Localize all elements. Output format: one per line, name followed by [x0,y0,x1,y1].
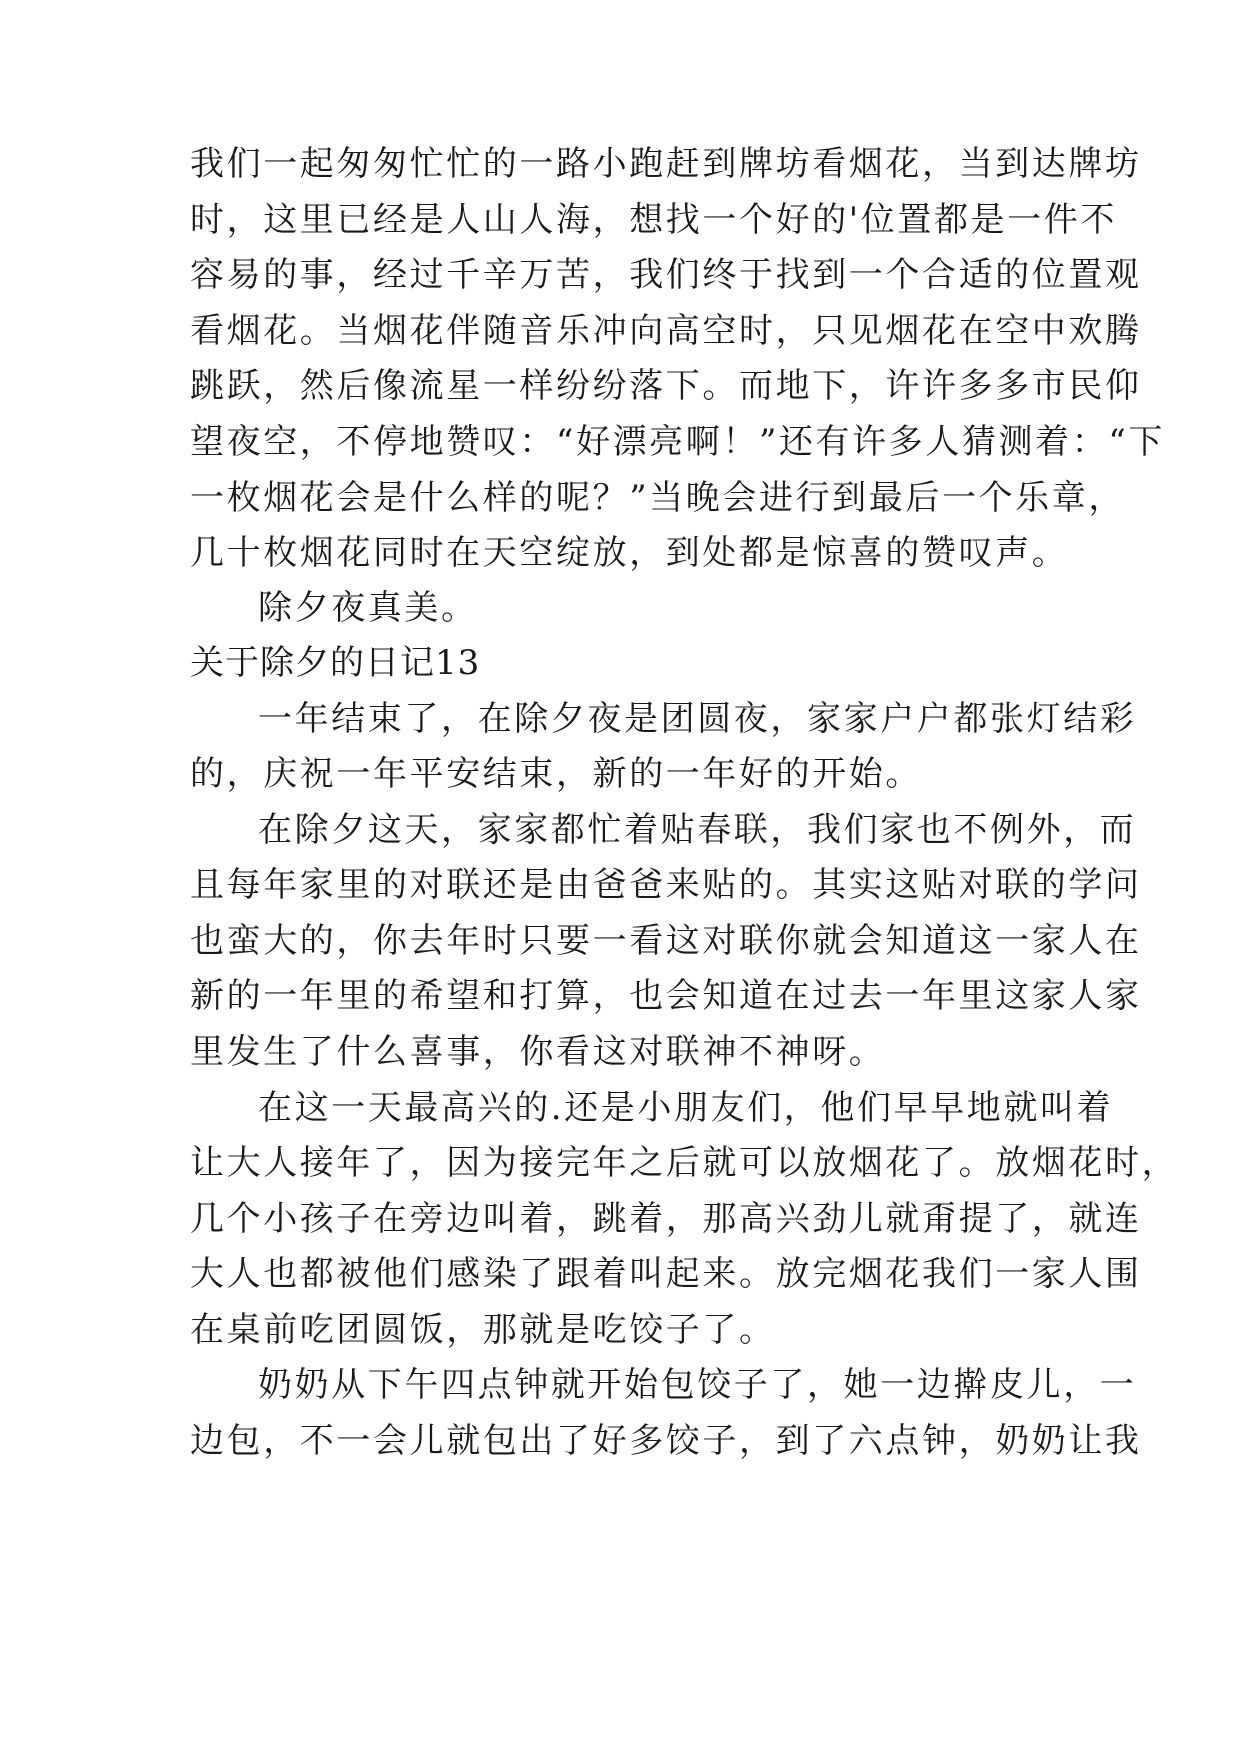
text-line: 我们一起匆匆忙忙的一路小跑赶到牌坊看烟花，当到达牌坊 [190,144,1142,184]
text-line: 容易的事，经过千辛万苦，我们终于找到一个合适的位置观 [190,255,1142,295]
text-line: 里发生了什么喜事，你看这对联神不神呀。 [190,1032,886,1072]
text-line: 且每年家里的对联还是由爸爸来贴的。其实这贴对联的学问 [190,865,1142,905]
paragraph-start: 一年结束了，在除夕夜是团圆夜，家家户户都张灯结彩 [258,699,1137,739]
text-line: 边包，不一会儿就包出了好多饺子，到了六点钟，奶奶让我 [190,1421,1142,1461]
paragraph-start: 奶奶从下午四点钟就开始包饺子了，她一边擀皮儿，一 [258,1365,1137,1405]
text-line: 几个小孩子在旁边叫着，跳着，那高兴劲儿就甭提了，就连 [190,1199,1142,1239]
paragraph-start: 除夕夜真美。 [258,588,478,628]
text-line: 望夜空，不停地赞叹：“好漂亮啊！”还有许多人猜测着：“下 [190,422,1165,462]
text-line: 大人也都被他们感染了跟着叫起来。放完烟花我们一家人围 [190,1254,1142,1294]
paragraph-start: 在除夕这天，家家都忙着贴春联，我们家也不例外，而 [258,810,1137,850]
text-line: 也蛮大的，你去年时只要一看这对联你就会知道这一家人在 [190,921,1142,961]
text-line: 几十枚烟花同时在天空绽放，到处都是惊喜的赞叹声。 [190,533,1069,573]
text-line: 时，这里已经是人山人海，想找一个好的'位置都是一件不 [190,200,1117,240]
text-line: 的，庆祝一年平安结束，新的一年好的开始。 [190,754,922,794]
text-line: 一枚烟花会是什么样的呢？”当晚会进行到最后一个乐章， [190,478,1125,518]
text-line: 跳跃，然后像流星一样纷纷落下。而地下，许许多多市民仰 [190,366,1142,406]
text-line: 看烟花。当烟花伴随音乐冲向高空时，只见烟花在空中欢腾 [190,311,1142,351]
paragraph-start: 在这一天最高兴的.还是小朋友们，他们早早地就叫着 [258,1088,1114,1128]
text-line: 新的一年里的希望和打算，也会知道在过去一年里这家人家 [190,976,1142,1016]
text-line: 在桌前吃团圆饭，那就是吃饺子了。 [190,1310,776,1350]
text-line: 让大人接年了，因为接完年之后就可以放烟花了。放烟花时， [190,1143,1179,1183]
section-heading: 关于除夕的日记13 [190,643,481,683]
